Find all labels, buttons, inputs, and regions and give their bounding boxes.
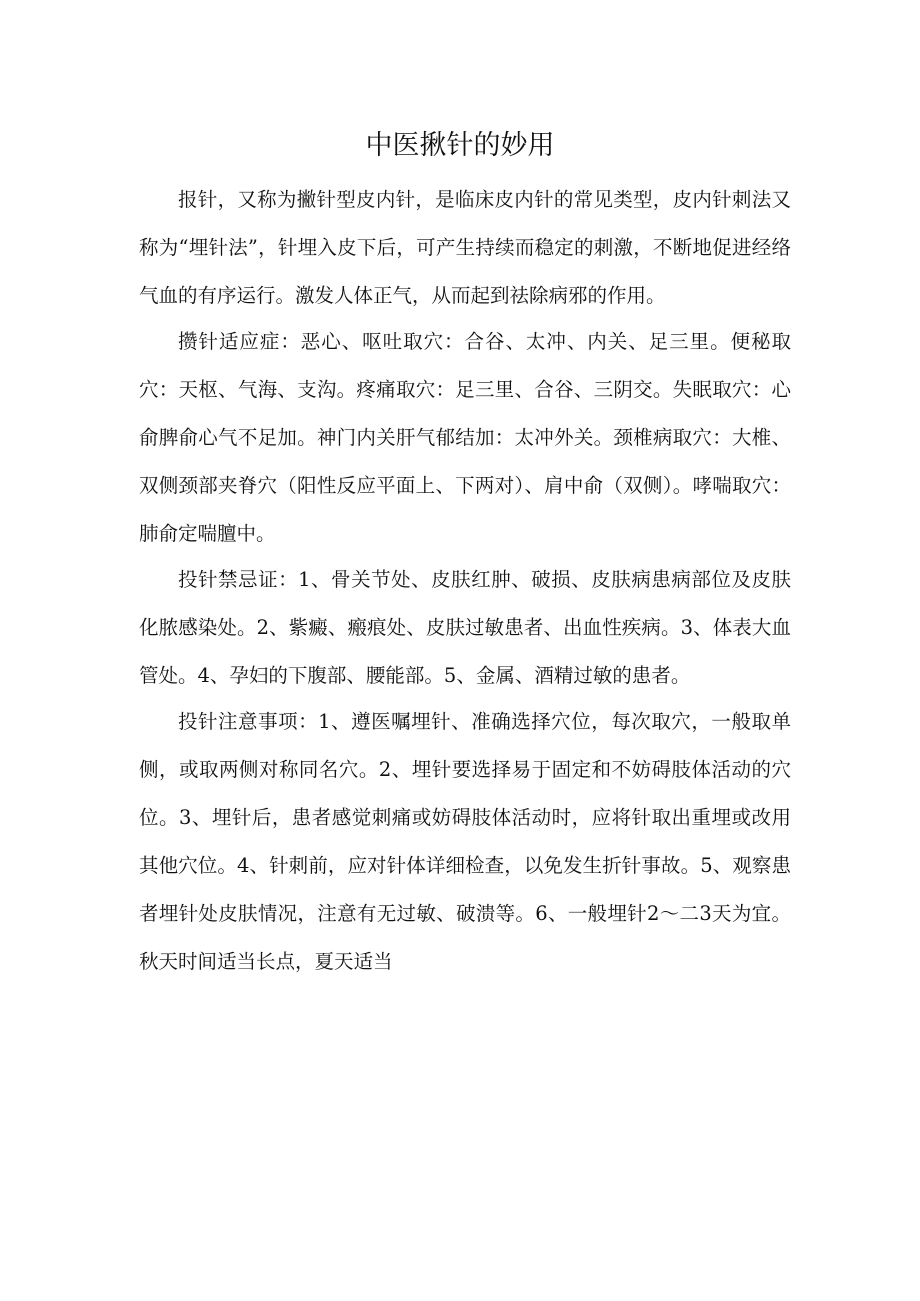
paragraph-introduction: 报针，又称为撇针型皮内针，是临床皮内针的常见类型，皮内针刺法又称为“埋针法”，针埋入皮下后，可产生持续而稳定的刺激，不断地促进经络气血的有序运行。激发人体正气，从而起到祛除病邪的作用。 [139, 188, 791, 307]
page-title: 中医揪针的妙用 [365, 130, 555, 161]
paragraph-indications: 攒针适应症：恶心、呕吐取穴：合谷、太冲、内关、足三里。便秘取穴：天枢、气海、支沟。疼痛取穴：足三里、合谷、三阴交。失眠取穴：心俞脾俞心气不足加。神门内关肝气郁结加：太冲外关。颈椎病取穴：大椎、双侧颈部夹脊穴（阳性反应平面上、下两对）、肩中俞（双侧）。哮喘取穴：肺俞定喘膻中。 [139, 330, 791, 545]
paragraph-precautions: 投针注意事项：1、遵医嘱埋针、准确选择穴位，每次取穴，一般取单侧，或取两侧对称同名穴。2、埋针要选择易于固定和不妨碍肢体活动的穴位。3、埋针后，患者感觉刺痛或妨碍肢体活动时，应将针取出重埋或改用其他穴位。4、针刺前，应对针体详细检查，以免发生折针事故。5、观察患者埋针处皮肤情况，注意有无过敏、破溃等。6、一般埋针2～二3天为宜。秋天时间适当长点，夏天适当 [139, 710, 791, 973]
document-body [139, 176, 791, 984]
paragraph-contraindications: 投针禁忌证：1、骨关节处、皮肤红肿、破损、皮肤病患病部位及皮肤化脓感染处。2、紫癜、瘢痕处、皮肤过敏患者、出血性疾病。3、体表大血管处。4、孕妇的下腹部、腰能部。5、金属、酒精过敏的患者。 [139, 568, 791, 687]
